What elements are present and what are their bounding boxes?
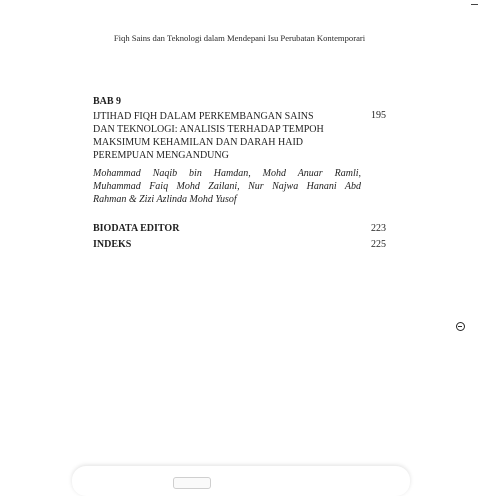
toc-entry-page-number: 223 [371,223,386,234]
zoom-out-icon[interactable] [456,322,465,331]
chapter-page-number: 195 [371,110,386,121]
chapter-label: BAB 9 [93,96,122,107]
chapter-title-line: MAKSIMUM KEHAMILAN DAN DARAH HAID [93,137,303,148]
minimize-icon[interactable] [469,0,479,8]
running-header: Fiqh Sains dan Teknologi dalam Mendepani Isu Perubatan Kontemporari [113,33,366,43]
chapter-title [93,110,361,162]
chapter-title-line: IJTIHAD FIQH DALAM PERKEMBANGAN SAINS [93,111,314,122]
toc-entry-biodata-editor: BIODATA EDITOR [93,223,180,234]
author-line: Muhammad Faiq Mohd Zailani, Nur Najwa Hanani Abd [93,181,361,192]
chapter-title-line: PEREMPUAN MENGANDUNG [93,150,229,161]
toc-entry-indeks: INDEKS [93,239,132,250]
viewer-toolbar [72,466,410,496]
chapter-title-line: DAN TEKNOLOGI: ANALISIS TERHADAP TEMPOH [93,124,324,135]
toc-entry-page-number: 225 [371,239,386,250]
chapter-authors [93,167,361,206]
author-line: Rahman & Zizi Azlinda Mohd Yusof [93,194,237,205]
author-line: Mohammad Naqib bin Hamdan, Mohd Anuar Ramli, [93,168,361,179]
